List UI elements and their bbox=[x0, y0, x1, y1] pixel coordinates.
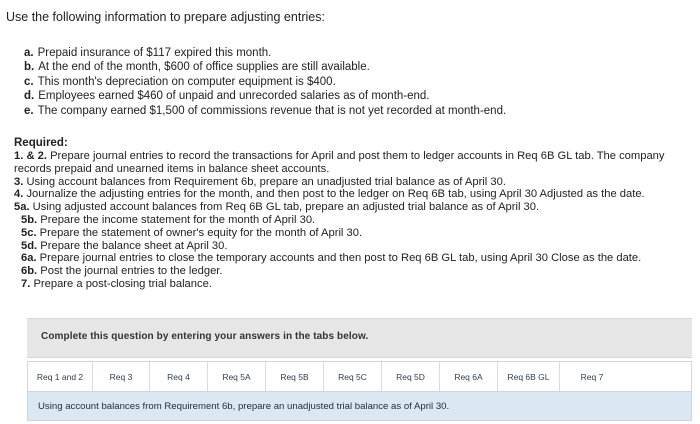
tab-req-1-and-2[interactable]: Req 1 and 2 bbox=[28, 362, 93, 391]
adjustment-items-list bbox=[24, 46, 506, 118]
tab-req-7[interactable]: Req 7 bbox=[560, 362, 624, 391]
required-text: Prepare journal entries to close the temporary accounts and then post to Req 6B GL tab, using April 30 Close as the date. bbox=[39, 252, 642, 265]
list-item bbox=[24, 104, 506, 118]
required-number: 7. bbox=[21, 277, 31, 290]
instructions-panel bbox=[27, 318, 692, 358]
required-line bbox=[14, 227, 694, 240]
required-line bbox=[14, 214, 694, 227]
required-number: 6a. bbox=[21, 252, 37, 265]
required-text: Using account balances from Requirement 6b, prepare an unadjusted trial balance as of April 30. bbox=[26, 175, 506, 188]
required-text: Using adjusted account balances from Req 6B GL tab, prepare an adjusted trial balance as of April 30. bbox=[32, 201, 540, 214]
item-marker: a. bbox=[24, 47, 34, 59]
required-text: Post the journal entries to the ledger. bbox=[40, 265, 223, 278]
list-item bbox=[24, 60, 506, 74]
list-item bbox=[24, 89, 506, 103]
item-marker: c. bbox=[24, 75, 34, 88]
tab-req-4[interactable]: Req 4 bbox=[150, 362, 208, 391]
item-text: The company earned $1,500 of commissions revenue that is not yet recorded at month-end. bbox=[37, 104, 507, 117]
item-text: Employees earned $460 of unpaid and unrecorded salaries as of month-end. bbox=[38, 90, 430, 103]
required-number: 5c. bbox=[21, 226, 37, 239]
required-line bbox=[14, 252, 694, 265]
required-text: Prepare the balance sheet at April 30. bbox=[40, 239, 228, 252]
required-line bbox=[14, 188, 694, 201]
required-line bbox=[14, 240, 694, 253]
tab-req-3[interactable]: Req 3 bbox=[93, 362, 150, 391]
requirement-tabs bbox=[27, 361, 692, 391]
required-number: 5d. bbox=[21, 239, 38, 252]
required-text: Prepare the statement of owner's equity for the month of April 30. bbox=[39, 226, 363, 239]
required-number: 4. bbox=[14, 188, 24, 201]
required-number: 6b. bbox=[21, 265, 38, 278]
required-number: 1. & 2. bbox=[14, 150, 47, 162]
list-item bbox=[24, 75, 506, 89]
required-text: Prepare the income statement for the month of April 30. bbox=[40, 213, 316, 226]
required-text: Prepare a post-closing trial balance. bbox=[33, 277, 212, 290]
required-line bbox=[14, 265, 694, 278]
required-line bbox=[14, 150, 694, 176]
list-item bbox=[24, 46, 506, 60]
required-number: 5b. bbox=[21, 213, 38, 226]
tab-content-instruction: Using account balances from Requirement 6b, prepare an unadjusted trial balance as of April 30. bbox=[38, 401, 450, 412]
required-text: Journalize the adjusting entries for the month, and then post to the ledger on Req 6B tab, using April 30 Adjusted as the date. bbox=[26, 188, 645, 201]
required-title: Required: bbox=[14, 137, 68, 149]
item-text: Prepaid insurance of $117 expired this month. bbox=[37, 47, 272, 59]
required-text: Prepare journal entries to record the transactions for April and post them to ledger accounts in Req 6B GL tab. The company records prepaid and unearned items in balance sheet accounts. bbox=[14, 150, 665, 175]
required-section bbox=[14, 136, 694, 291]
item-marker: e. bbox=[24, 104, 34, 117]
tab-content-header bbox=[27, 391, 692, 421]
required-line bbox=[14, 278, 694, 291]
tab-req-5d[interactable]: Req 5D bbox=[382, 362, 440, 391]
item-text: This month's depreciation on computer equipment is $400. bbox=[37, 75, 336, 88]
tab-req-5c[interactable]: Req 5C bbox=[324, 362, 382, 391]
tab-req-5b[interactable]: Req 5B bbox=[266, 362, 324, 391]
required-line bbox=[14, 201, 694, 214]
tab-req-5a[interactable]: Req 5A bbox=[208, 362, 266, 391]
required-line bbox=[14, 176, 694, 189]
item-marker: d. bbox=[24, 90, 35, 103]
tab-req-6a[interactable]: Req 6A bbox=[440, 362, 498, 391]
item-text: At the end of the month, $600 of office supplies are still available. bbox=[38, 61, 370, 74]
required-number: 5a. bbox=[14, 201, 30, 214]
item-marker: b. bbox=[24, 61, 35, 74]
required-number: 3. bbox=[14, 175, 24, 188]
tab-req-6b-gl[interactable]: Req 6B GL bbox=[498, 362, 560, 391]
instructions-intro: Use the following information to prepare adjusting entries: bbox=[6, 10, 325, 24]
panel-instruction-text: Complete this question by entering your answers in the tabs below. bbox=[41, 331, 369, 342]
